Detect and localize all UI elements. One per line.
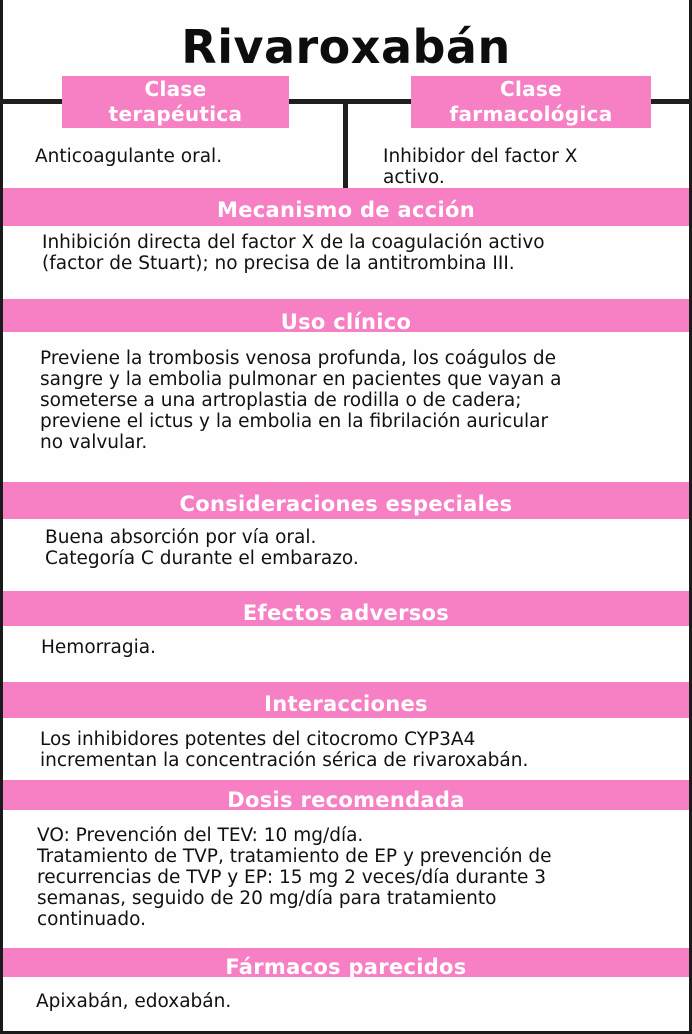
clase-farmacologica-value-line-1: Inhibidor del factor X <box>383 146 578 167</box>
interacciones-line-1: Los inhibidores potentes del citocromo CYP3A4 <box>40 729 476 750</box>
dosis-line-2: Tratamiento de TVP, tratamiento de EP y prevención de <box>37 846 552 867</box>
clase-terapeutica-value <box>35 146 222 167</box>
consideraciones-line-1: Buena absorción por vía oral. <box>45 527 317 548</box>
clase-farmacologica-label-line-1: Clase <box>500 77 562 101</box>
uso-body <box>40 348 561 453</box>
consideraciones-body <box>45 527 359 569</box>
farmacos-heading: Fármacos parecidos <box>3 948 689 977</box>
clase-terapeutica-value-text: Anticoagulante oral. <box>35 146 223 167</box>
uso-line-4: previene el ictus y la embolia en la fibrilación auricular <box>40 411 549 432</box>
interacciones-body <box>40 729 528 771</box>
column-divider <box>343 100 348 188</box>
dosis-line-4: semanas, seguido de 20 mg/día para tratamiento <box>37 888 497 909</box>
dosis-line-1: VO: Prevención del TEV: 10 mg/día. <box>37 825 364 846</box>
clase-farmacologica-value <box>383 146 577 188</box>
dosis-body <box>37 825 552 930</box>
mecanismo-body <box>42 232 545 274</box>
dosis-line-5: continuado. <box>37 909 147 930</box>
dosis-line-3: recurrencias de TVP y EP: 15 mg 2 veces/día durante 3 <box>37 867 547 888</box>
consideraciones-heading: Consideraciones especiales <box>3 482 689 519</box>
clase-terapeutica-label-line-1: Clase <box>144 77 207 101</box>
clase-terapeutica-label <box>62 76 289 128</box>
clase-farmacologica-label <box>411 76 651 128</box>
interacciones-heading: Interacciones <box>3 682 689 718</box>
mecanismo-line-2: (factor de Stuart); no precisa de la antitrombina III. <box>42 253 515 274</box>
efectos-body <box>41 637 156 658</box>
clase-farmacologica-value-line-2: activo. <box>383 167 445 188</box>
uso-heading: Uso clínico <box>3 299 689 332</box>
efectos-heading: Efectos adversos <box>3 591 689 626</box>
uso-line-2: sangre y la embolia pulmonar en pacientes que vayan a <box>40 369 562 390</box>
consideraciones-line-2: Categoría C durante el embarazo. <box>45 548 359 569</box>
clase-terapeutica-label-line-2: terapéutica <box>108 102 243 126</box>
clase-farmacologica-label-line-2: farmacológica <box>449 102 613 126</box>
farmacos-line-1: Apixabán, edoxabán. <box>36 991 232 1012</box>
efectos-line-1: Hemorragia. <box>41 637 156 658</box>
interacciones-line-2: incrementan la concentración sérica de rivaroxabán. <box>40 750 529 771</box>
drug-title: Rivaroxabán <box>181 20 511 74</box>
uso-line-5: no valvular. <box>40 432 148 453</box>
mecanismo-line-1: Inhibición directa del factor X de la coagulación activo <box>42 232 545 253</box>
mecanismo-heading: Mecanismo de acción <box>3 188 689 226</box>
uso-line-3: someterse a una artroplastia de rodilla o de cadera; <box>40 390 522 411</box>
uso-line-1: Previene la trombosis venosa profunda, los coágulos de <box>40 348 557 369</box>
dosis-heading: Dosis recomendada <box>3 780 689 810</box>
farmacos-body <box>36 991 231 1012</box>
